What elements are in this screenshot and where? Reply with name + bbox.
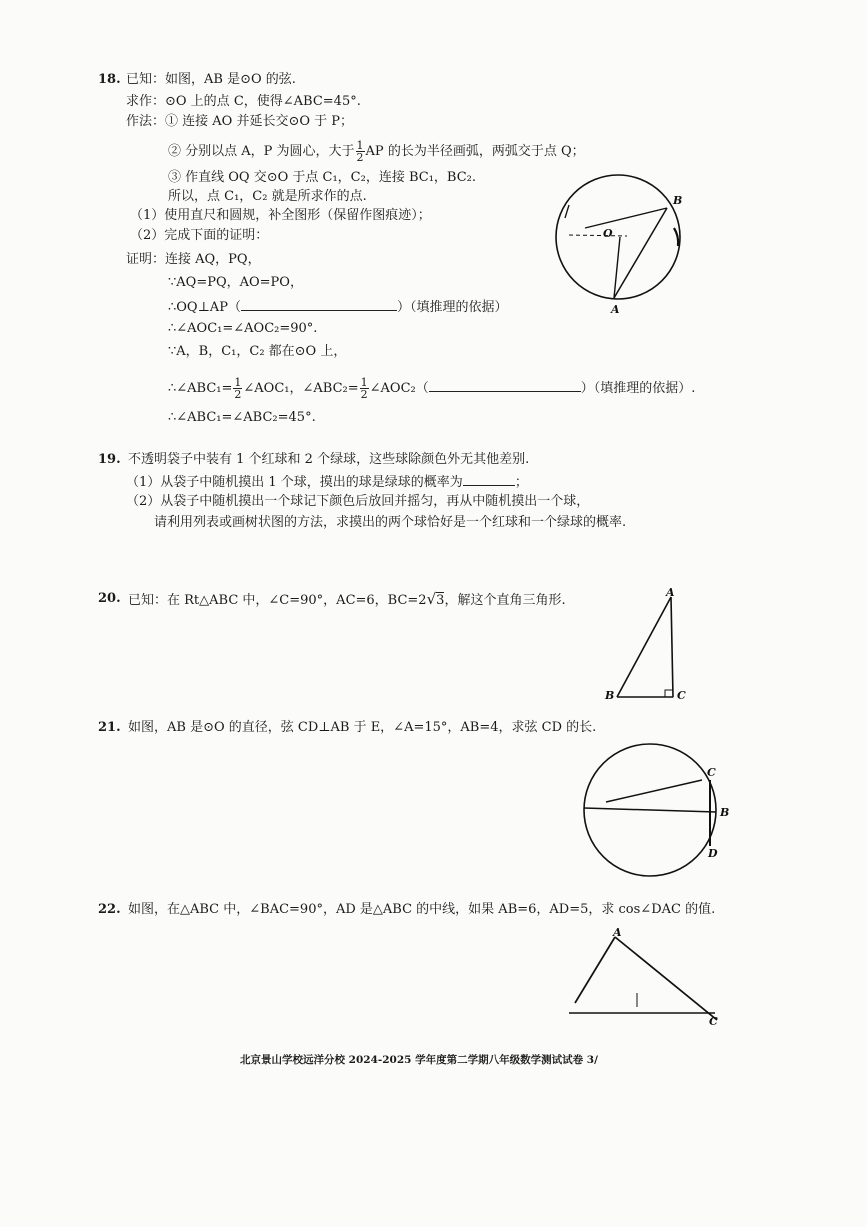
page-footer: 北京景山学校远洋分校 2024-2025 学年度第二学期八年级数学测试试卷 3/ bbox=[240, 1054, 598, 1066]
label-c: C bbox=[677, 689, 686, 702]
q22-triangle-figure bbox=[565, 925, 730, 1035]
label-b: B bbox=[720, 806, 730, 819]
q18-step4: 所以，点 C₁，C₂ 就是所求作的点. bbox=[168, 189, 367, 204]
label-b: B bbox=[605, 689, 615, 702]
q19-part2: （2）从袋子中随机摸出一个球记下颜色后放回并摇匀，再从中随机摸出一个球， bbox=[126, 494, 590, 509]
q18-proof-line4: ∴∠AOC₁=∠AOC₂=90°. bbox=[168, 321, 318, 336]
q18-find: 求作：⊙O 上的点 C，使得∠ABC=45°. bbox=[126, 94, 361, 109]
label-o: O bbox=[603, 227, 613, 240]
side-ac bbox=[615, 937, 717, 1020]
q18-proof-line5: ∵A，B，C₁，C₂ 都在⊙O 上， bbox=[168, 344, 347, 359]
segment-ob bbox=[585, 208, 667, 228]
fraction-half: $\frac{1}{2}$ bbox=[234, 376, 242, 401]
chord-ac bbox=[606, 780, 702, 802]
q18-proof-line1: 证明：连接 AQ，PQ， bbox=[126, 252, 261, 267]
q22-number: 22. bbox=[98, 902, 121, 917]
q19-part1: （1）从袋子中随机摸出 1 个球，摸出的球是绿球的概率为 ； bbox=[126, 475, 528, 490]
q21-circle-figure bbox=[580, 740, 740, 880]
answer-blank[interactable] bbox=[463, 473, 515, 486]
side-ab bbox=[617, 597, 671, 697]
q20-text: 已知：在 Rt△ABC 中，∠C=90°，AC=6，BC=2√3，解这个直角三角形. bbox=[128, 590, 566, 608]
q21-number: 21. bbox=[98, 720, 121, 735]
q18-proof-line3: ∴OQ⊥AP（ ）（填推理的依据） bbox=[168, 300, 508, 315]
right-angle-mark bbox=[665, 690, 673, 697]
label-a: A bbox=[666, 586, 675, 599]
diameter-ab bbox=[584, 808, 716, 812]
q21-text: 如图，AB 是⊙O 的直径，弦 CD⊥AB 于 E，∠A=15°，AB=4，求弦 CD 的长. bbox=[128, 720, 597, 735]
q18-part2: （2）完成下面的证明： bbox=[130, 228, 269, 243]
q18-step2: ② 分别以点 A，P 为圆心，大于 $\frac{1}{2}$ AP 的长为半径画弧，两弧交于点 Q； bbox=[168, 139, 585, 164]
q19-part2-cont: 请利用列表或画树状图的方法，求摸出的两个球恰好是一个红球和一个绿球的概率. bbox=[154, 515, 627, 530]
q20-triangle-figure bbox=[600, 585, 700, 710]
q19-number: 19. bbox=[98, 452, 121, 467]
side-ac bbox=[671, 597, 673, 697]
label-a: A bbox=[613, 926, 622, 939]
label-c: C bbox=[709, 1015, 718, 1028]
label-c: C bbox=[707, 766, 716, 779]
fraction-half: $\frac{1}{2}$ bbox=[356, 139, 364, 164]
q18-proof-line7: ∴∠ABC₁=∠ABC₂=45°. bbox=[168, 410, 316, 425]
q18-part1: （1）使用直尺和圆规，补全图形（保留作图痕迹）； bbox=[130, 208, 431, 223]
side-ab bbox=[575, 937, 615, 1003]
answer-blank[interactable] bbox=[429, 379, 581, 392]
q18-number: 18. bbox=[98, 72, 121, 87]
q18-proof-line6: ∴∠ABC₁= $\frac{1}{2}$ ∠AOC₁，∠ABC₂= $\frac{1}{2}$ ∠AOC₂（ ）（填推理的依据）. bbox=[168, 376, 696, 401]
q18-step3: ③ 作直线 OQ 交⊙O 于点 C₁，C₂，连接 BC₁，BC₂. bbox=[168, 170, 477, 185]
label-b: B bbox=[673, 194, 683, 207]
q18-proof-line2: ∵AQ=PQ，AO=PO， bbox=[168, 275, 303, 290]
fraction-half: $\frac{1}{2}$ bbox=[360, 376, 368, 401]
q19-text: 不透明袋子中装有 1 个红球和 2 个绿球，这些球除颜色外无其他差别. bbox=[128, 452, 530, 467]
arc-mark bbox=[674, 228, 678, 246]
arc-mark bbox=[565, 205, 569, 218]
q18-circle-figure bbox=[555, 170, 695, 320]
label-d: D bbox=[708, 847, 718, 860]
q20-number: 20. bbox=[98, 591, 121, 606]
answer-blank[interactable] bbox=[241, 298, 397, 311]
dashed-line bbox=[569, 235, 627, 236]
sqrt-icon: √ bbox=[426, 590, 437, 608]
circle-o bbox=[556, 175, 683, 299]
q22-text: 如图，在△ABC 中，∠BAC=90°，AD 是△ABC 的中线，如果 AB=6，AD=5，求 cos∠DAC 的值. bbox=[128, 902, 716, 917]
label-a: A bbox=[611, 303, 620, 316]
q18-step1: 作法：① 连接 AO 并延长交⊙O 于 P； bbox=[126, 114, 354, 129]
q18-given: 已知：如图，AB 是⊙O 的弦. bbox=[126, 72, 296, 87]
